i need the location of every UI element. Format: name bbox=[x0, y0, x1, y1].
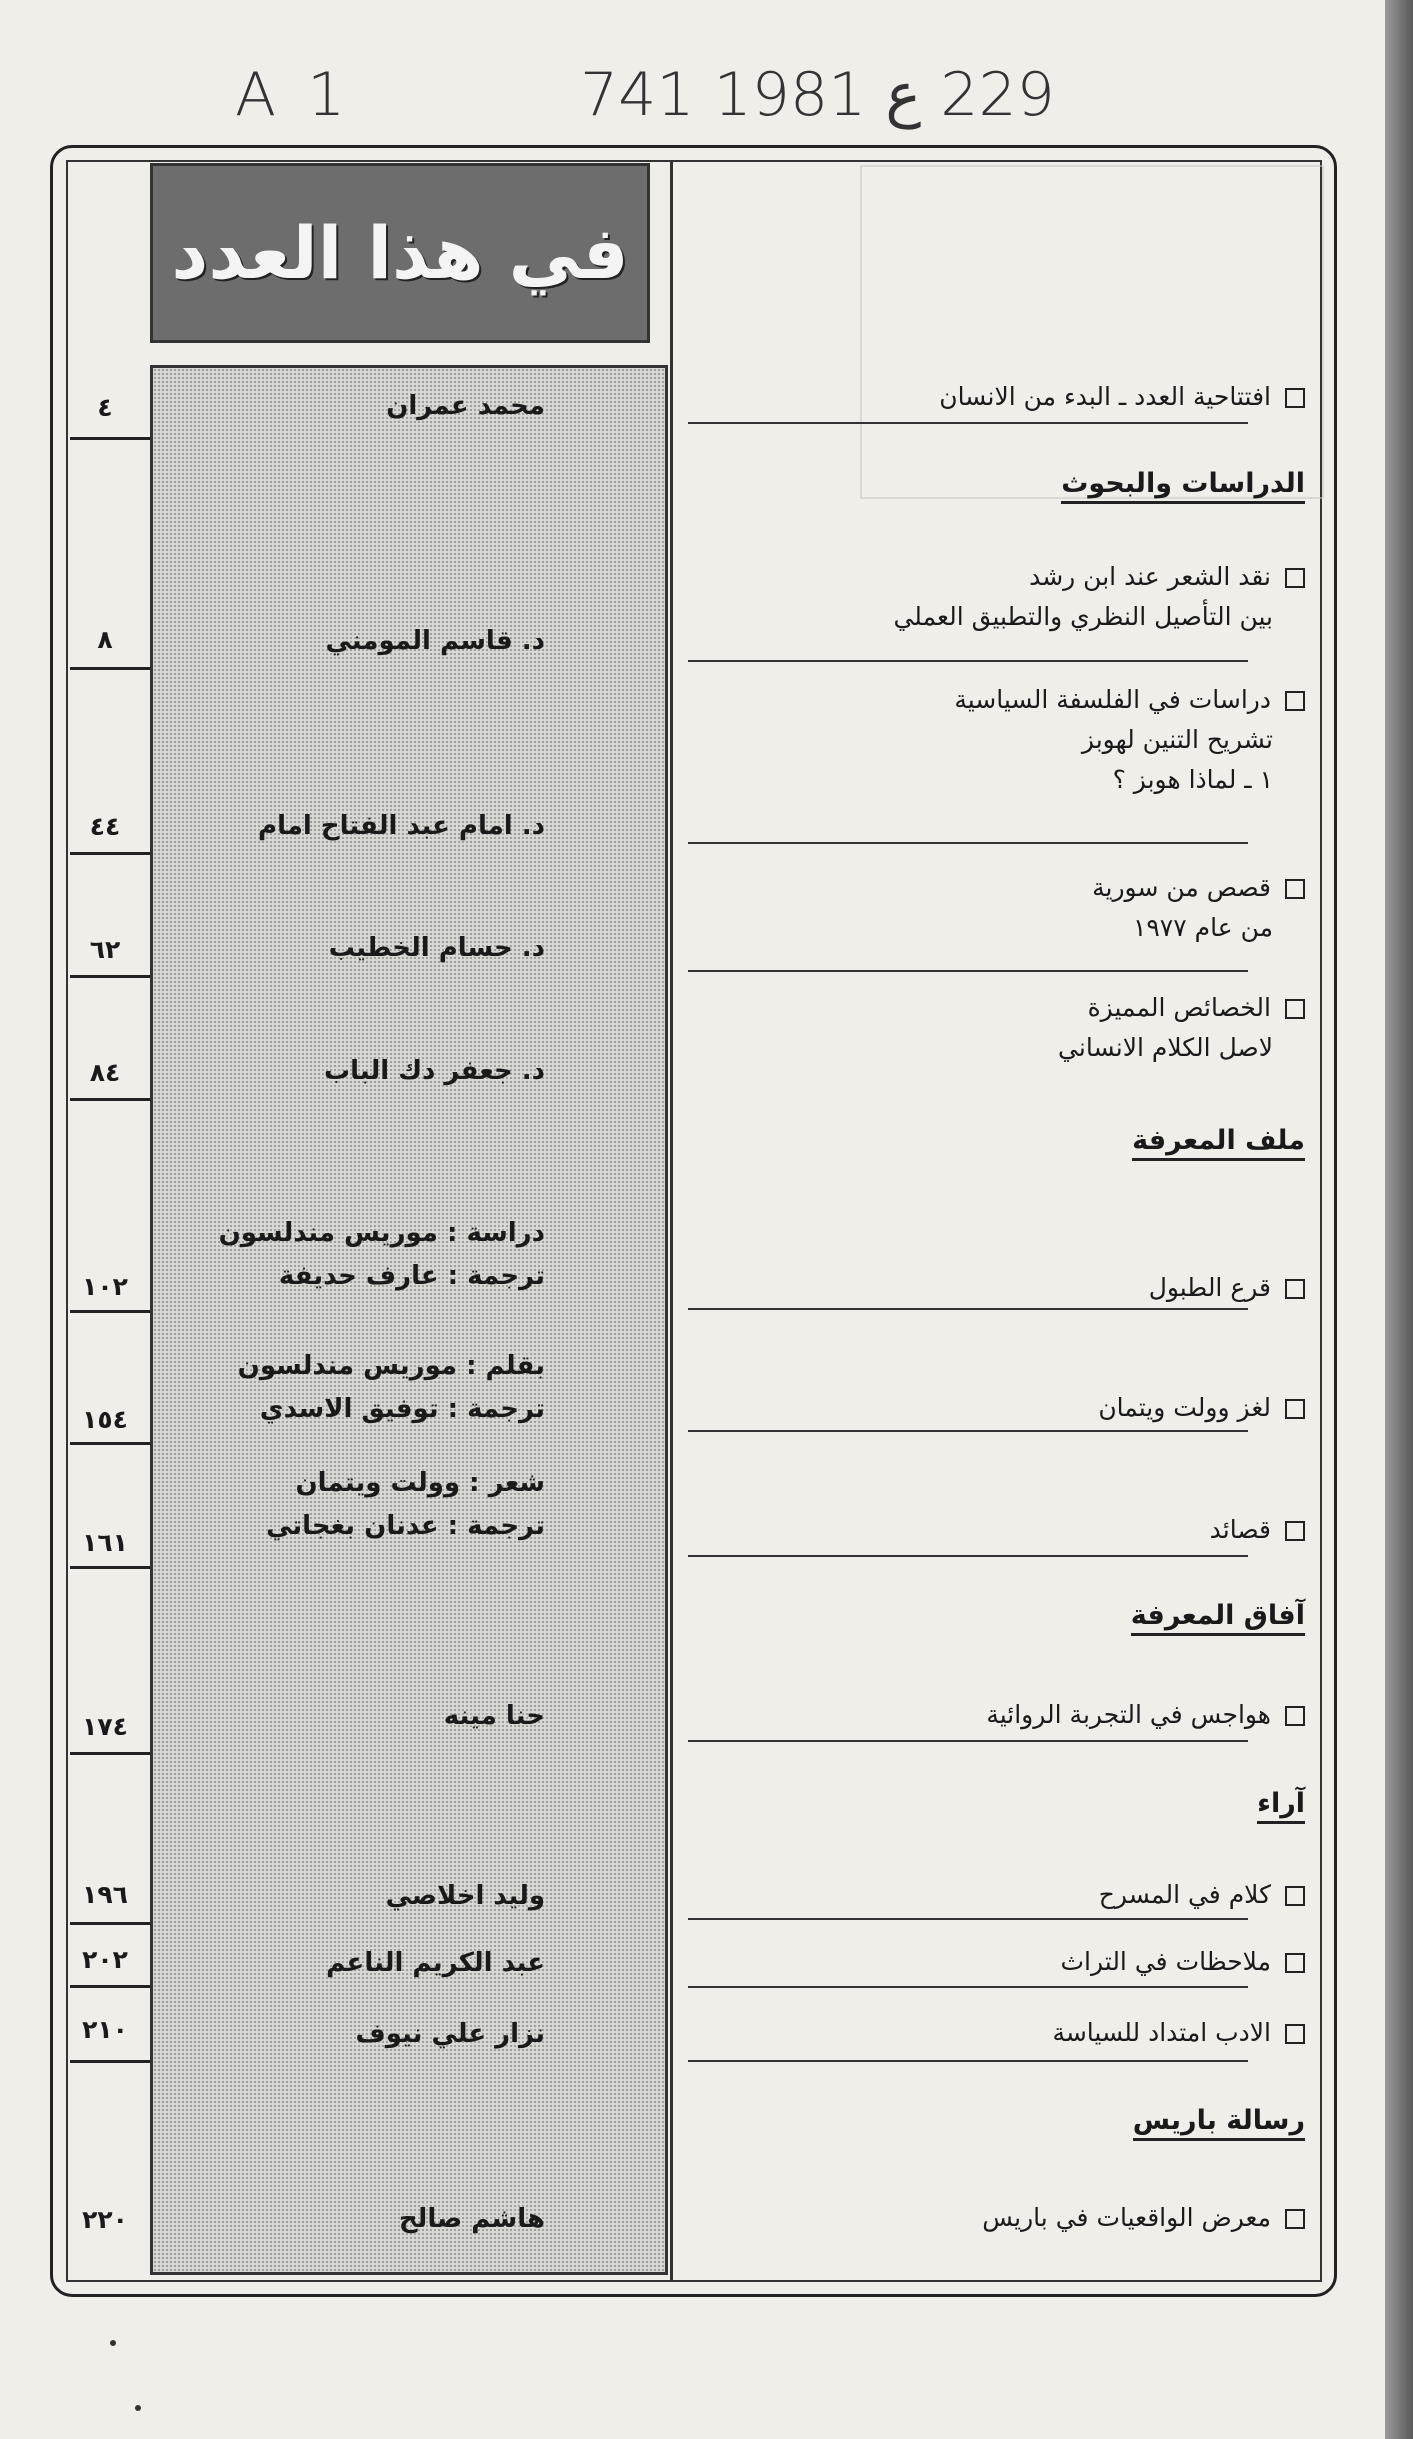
toc-author: عبد الكريم الناعم bbox=[326, 1948, 545, 1978]
toc-page-number: ١٥٤ bbox=[82, 1405, 128, 1434]
toc-page-number: ٢٠٢ bbox=[82, 1945, 128, 1974]
toc-title: الادب امتداد للسياسة bbox=[1052, 2018, 1271, 2047]
page-rule bbox=[70, 975, 150, 978]
toc-title: قصائد bbox=[1209, 1515, 1271, 1544]
handwritten-right: 229 ع 1981 741 bbox=[580, 60, 1055, 130]
page-rule bbox=[70, 667, 150, 670]
entry-rule bbox=[688, 970, 1248, 972]
toc-entry-literature-politics[interactable] bbox=[1052, 2013, 1305, 2053]
toc-entry-drum-taps[interactable] bbox=[1149, 1268, 1305, 1308]
toc-page-number: ٨٤ bbox=[89, 1058, 121, 1087]
entry-rule bbox=[688, 1918, 1248, 1920]
toc-author: د. حسام الخطيب bbox=[328, 933, 545, 963]
toc-page-number: ٦٢ bbox=[89, 935, 121, 964]
entry-rule bbox=[688, 1308, 1248, 1310]
checkbox-icon bbox=[1285, 1886, 1305, 1906]
column-divider bbox=[670, 160, 673, 2282]
page-rule bbox=[70, 1752, 150, 1755]
checkbox-icon bbox=[1285, 2209, 1305, 2229]
entry-rule bbox=[688, 1986, 1248, 1988]
scan-speck bbox=[110, 2340, 116, 2346]
toc-page-number: ٤ bbox=[97, 393, 113, 422]
toc-title-line: من عام ١٩٧٧ bbox=[1132, 913, 1273, 942]
checkbox-icon bbox=[1285, 568, 1305, 588]
toc-title: افتتاحية العدد ـ البدء من الانسان bbox=[939, 382, 1271, 411]
banner-title: في هذا العدد bbox=[171, 211, 629, 295]
entry-rule bbox=[688, 1555, 1248, 1557]
toc-author: محمد عمران bbox=[386, 391, 545, 421]
section-heading: آفاق المعرفة bbox=[1131, 1600, 1305, 1636]
toc-page-number: ١٦١ bbox=[82, 1528, 128, 1557]
toc-title-line: لاصل الكلام الانساني bbox=[1058, 1033, 1273, 1062]
toc-page-number: ٢١٠ bbox=[82, 2015, 128, 2044]
checkbox-icon bbox=[1285, 1279, 1305, 1299]
toc-author: هاشم صالح bbox=[398, 2204, 545, 2234]
toc-title: نقد الشعر عند ابن رشد bbox=[1029, 562, 1271, 591]
toc-author-2: ترجمة : توفيق الاسدي bbox=[259, 1394, 545, 1424]
toc-author-1: بقلم : موريس مندلسون bbox=[237, 1351, 545, 1381]
toc-title-line: ١ ـ لماذا هوبز ؟ bbox=[1112, 765, 1273, 794]
page-rule bbox=[70, 1310, 150, 1313]
page-edge-shadow bbox=[1385, 0, 1413, 2439]
toc-title-line: تشريح التنين لهوبز bbox=[1081, 725, 1273, 754]
toc-entry-paris-exhibition[interactable] bbox=[982, 2198, 1305, 2238]
toc-author: حنا مينه bbox=[443, 1701, 545, 1731]
page-rule bbox=[70, 2060, 150, 2063]
toc-author-1: شعر : وولت ويتمان bbox=[295, 1468, 545, 1498]
toc-author: د. امام عبد الفتاح امام bbox=[258, 811, 545, 841]
toc-title: لغز وولت ويتمان bbox=[1098, 1393, 1271, 1422]
checkbox-icon bbox=[1285, 879, 1305, 899]
toc-author: نزار علي نيوف bbox=[355, 2019, 545, 2049]
show-through-image bbox=[860, 165, 1324, 499]
toc-entry-novel-experience[interactable] bbox=[986, 1695, 1305, 1735]
toc-author-2: ترجمة : عارف حديفة bbox=[278, 1261, 545, 1291]
toc-entry-ibn-rushd[interactable] bbox=[893, 557, 1305, 637]
toc-title: كلام في المسرح bbox=[1098, 1880, 1271, 1909]
entry-rule bbox=[688, 2060, 1248, 2062]
page-rule bbox=[70, 1985, 150, 1988]
toc-title-line: بين التأصيل النظري والتطبيق العملي bbox=[893, 602, 1273, 631]
entry-rule bbox=[688, 842, 1248, 844]
toc-author: د. جعفر دك الباب bbox=[323, 1056, 545, 1086]
toc-entry-hobbes[interactable] bbox=[954, 680, 1305, 800]
page-rule bbox=[70, 1922, 150, 1925]
section-heading: الدراسات والبحوث bbox=[1061, 468, 1305, 504]
page-rule bbox=[70, 1566, 150, 1569]
checkbox-icon bbox=[1285, 1953, 1305, 1973]
checkbox-icon bbox=[1285, 1521, 1305, 1541]
toc-author: د. قاسم المومني bbox=[325, 626, 545, 656]
entry-rule bbox=[688, 422, 1248, 424]
toc-title: قصص من سورية bbox=[1092, 873, 1271, 902]
toc-title: الخصائص المميزة bbox=[1087, 993, 1271, 1022]
toc-page-number: ١٧٤ bbox=[82, 1712, 128, 1741]
toc-title: قرع الطبول bbox=[1148, 1273, 1271, 1302]
page-rule bbox=[70, 1098, 150, 1101]
toc-title: هواجس في التجربة الروائية bbox=[986, 1700, 1271, 1729]
page-rule bbox=[70, 1442, 150, 1445]
checkbox-icon bbox=[1285, 388, 1305, 408]
entry-rule bbox=[688, 1740, 1248, 1742]
toc-page-number: ١٩٦ bbox=[82, 1880, 128, 1909]
toc-page-number: ٤٤ bbox=[89, 812, 121, 841]
toc-page-number: ١٠٢ bbox=[82, 1272, 128, 1301]
handwritten-left: A 1 bbox=[235, 60, 352, 130]
toc-author-1: دراسة : موريس مندلسون bbox=[218, 1218, 545, 1248]
toc-entry-theatre[interactable] bbox=[1099, 1875, 1305, 1915]
page-rule bbox=[70, 437, 150, 440]
toc-title: معرض الواقعيات في باريس bbox=[982, 2203, 1271, 2232]
toc-page-number: ٨ bbox=[97, 625, 113, 654]
checkbox-icon bbox=[1285, 2024, 1305, 2044]
scan-speck bbox=[135, 2405, 141, 2411]
toc-entry-poems[interactable] bbox=[1210, 1510, 1305, 1550]
toc-entry-speech-origin[interactable] bbox=[1058, 988, 1305, 1068]
checkbox-icon bbox=[1285, 999, 1305, 1019]
toc-entry-whitman-riddle[interactable] bbox=[1098, 1388, 1305, 1428]
entry-rule bbox=[688, 660, 1248, 662]
toc-entry-syria-stories[interactable] bbox=[1092, 868, 1305, 948]
toc-entry-heritage[interactable] bbox=[1061, 1942, 1306, 1982]
entry-rule bbox=[688, 1430, 1248, 1432]
issue-banner bbox=[150, 163, 650, 343]
toc-page-number: ٢٢٠ bbox=[82, 2205, 128, 2234]
section-heading: رسالة باريس bbox=[1133, 2105, 1305, 2141]
section-heading: ملف المعرفة bbox=[1132, 1125, 1305, 1161]
checkbox-icon bbox=[1285, 1399, 1305, 1419]
checkbox-icon bbox=[1285, 691, 1305, 711]
toc-author: وليد اخلاصي bbox=[385, 1881, 545, 1911]
toc-entry-editorial[interactable] bbox=[939, 377, 1305, 417]
toc-title: ملاحظات في التراث bbox=[1060, 1947, 1271, 1976]
toc-title: دراسات في الفلسفة السياسية bbox=[954, 685, 1271, 714]
section-heading: آراء bbox=[1257, 1788, 1305, 1824]
page-rule bbox=[70, 852, 150, 855]
checkbox-icon bbox=[1285, 1706, 1305, 1726]
toc-author-2: ترجمة : عدنان بغجاتي bbox=[266, 1511, 545, 1541]
